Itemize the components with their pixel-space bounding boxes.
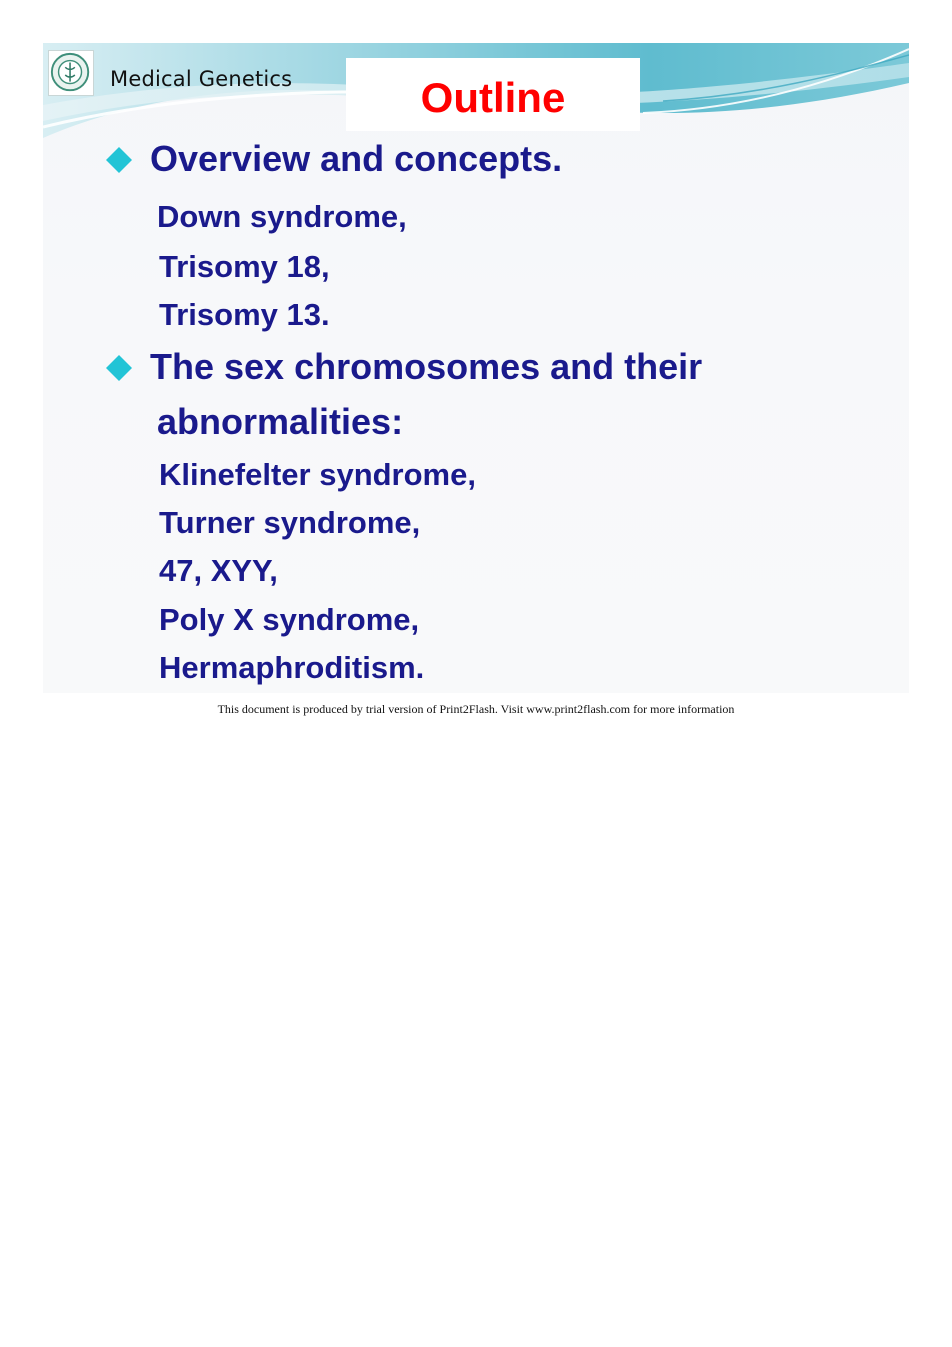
list-item: Hermaphroditism. <box>159 650 425 685</box>
title-box <box>346 58 640 131</box>
list-item: 47, XYY, <box>159 553 278 588</box>
list-item: Trisomy 13. <box>159 297 330 332</box>
section-heading: The sex chromosomes and their <box>150 346 703 387</box>
list-item: Down syndrome, <box>157 199 407 234</box>
list-item: Turner syndrome, <box>159 505 421 540</box>
trial-notice: This document is produced by trial version of Print2Flash. Visit www.print2flash.com for more information <box>217 702 735 716</box>
diamond-bullet-icon <box>106 355 132 381</box>
list-item: Klinefelter syndrome, <box>159 457 476 492</box>
brand-label: Medical Genetics <box>110 67 293 91</box>
section-heading: Overview and concepts. <box>150 138 563 179</box>
list-item: Poly X syndrome, <box>159 602 420 637</box>
section-heading-continued: abnormalities: <box>157 401 404 442</box>
page-title: Outline <box>420 74 566 121</box>
list-item: Trisomy 18, <box>159 249 330 284</box>
university-seal-icon <box>48 50 94 96</box>
diamond-bullet-icon <box>106 147 132 173</box>
slide <box>43 43 909 693</box>
